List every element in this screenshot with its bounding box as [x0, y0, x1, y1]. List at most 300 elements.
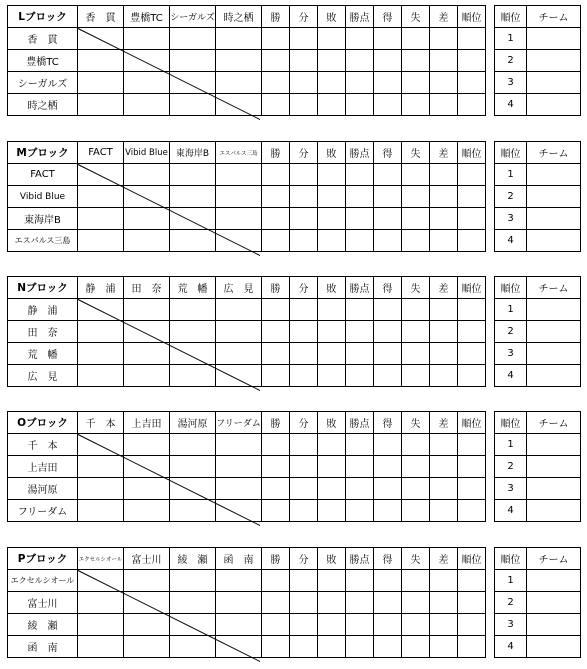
stat-cell[interactable] — [318, 478, 346, 500]
rank-team-cell[interactable] — [527, 164, 581, 186]
stat-cell[interactable] — [374, 478, 402, 500]
stat-cell[interactable] — [402, 365, 430, 387]
result-cell[interactable] — [124, 456, 170, 478]
result-cell[interactable] — [78, 478, 124, 500]
col-team: 広 見 — [216, 277, 262, 299]
stat-cell[interactable] — [458, 434, 486, 456]
stat-cell[interactable] — [402, 592, 430, 614]
stat-cell[interactable] — [318, 299, 346, 321]
rank-team-cell[interactable] — [527, 50, 581, 72]
result-cell[interactable] — [170, 343, 216, 365]
result-cell[interactable] — [170, 94, 216, 116]
stat-cell[interactable] — [430, 434, 458, 456]
stat-cell[interactable] — [402, 72, 430, 94]
stat-cell[interactable] — [318, 186, 346, 208]
team-name: フリーダム — [8, 500, 78, 522]
stat-cell[interactable] — [318, 230, 346, 252]
stat-cell[interactable] — [346, 94, 374, 116]
stat-cell[interactable] — [402, 500, 430, 522]
stat-cell[interactable] — [346, 636, 374, 658]
result-cell[interactable] — [78, 72, 124, 94]
team-row — [8, 230, 486, 252]
stat-cell[interactable] — [458, 321, 486, 343]
rank-number: 3 — [495, 343, 527, 365]
result-cell[interactable] — [78, 570, 124, 592]
stat-cell[interactable] — [374, 28, 402, 50]
stat-cell[interactable] — [430, 636, 458, 658]
rank-header-row — [495, 277, 581, 299]
stat-cell[interactable] — [346, 50, 374, 72]
stat-cell[interactable] — [430, 72, 458, 94]
result-cell[interactable] — [124, 28, 170, 50]
stat-cell[interactable] — [318, 614, 346, 636]
result-cell[interactable] — [170, 365, 216, 387]
stat-cell[interactable] — [346, 28, 374, 50]
stat-cell[interactable] — [458, 478, 486, 500]
team-row — [8, 299, 486, 321]
stat-cell[interactable] — [290, 478, 318, 500]
result-cell[interactable] — [78, 343, 124, 365]
stat-cell[interactable] — [402, 94, 430, 116]
result-cell[interactable] — [124, 478, 170, 500]
col-team: 上吉田 — [124, 412, 170, 434]
stat-cell[interactable] — [262, 94, 290, 116]
stat-cell[interactable] — [318, 164, 346, 186]
rank-header: 順位 — [495, 6, 527, 28]
stat-cell[interactable] — [290, 230, 318, 252]
stat-cell[interactable] — [262, 592, 290, 614]
result-cell[interactable] — [216, 299, 262, 321]
team-row — [8, 164, 486, 186]
stat-cell[interactable] — [458, 456, 486, 478]
stat-cell[interactable] — [290, 321, 318, 343]
rank-team-cell[interactable] — [527, 28, 581, 50]
stat-cell[interactable] — [262, 72, 290, 94]
rank-number: 4 — [495, 94, 527, 116]
result-cell[interactable] — [216, 614, 262, 636]
result-cell[interactable] — [216, 343, 262, 365]
rank-team-cell[interactable] — [527, 299, 581, 321]
team-row — [8, 28, 486, 50]
block-l — [0, 5, 587, 120]
stat-cell[interactable] — [318, 321, 346, 343]
stat-cell[interactable] — [458, 164, 486, 186]
stat-cell[interactable] — [430, 343, 458, 365]
stat-cell[interactable] — [262, 230, 290, 252]
stat-cell[interactable] — [374, 186, 402, 208]
rank-team-cell[interactable] — [527, 365, 581, 387]
result-cell[interactable] — [124, 434, 170, 456]
col-points: 勝点 — [346, 412, 374, 434]
result-cell[interactable] — [78, 208, 124, 230]
stat-cell[interactable] — [318, 72, 346, 94]
stat-cell[interactable] — [374, 500, 402, 522]
result-cell[interactable] — [216, 50, 262, 72]
result-cell[interactable] — [78, 230, 124, 252]
result-cell[interactable] — [170, 208, 216, 230]
result-cell[interactable] — [124, 50, 170, 72]
stat-cell[interactable] — [318, 592, 346, 614]
result-cell[interactable] — [216, 500, 262, 522]
result-cell[interactable] — [124, 636, 170, 658]
stat-cell[interactable] — [374, 636, 402, 658]
result-cell[interactable] — [124, 343, 170, 365]
stat-cell[interactable] — [262, 500, 290, 522]
stat-cell[interactable] — [318, 343, 346, 365]
result-cell[interactable] — [170, 614, 216, 636]
stat-cell[interactable] — [346, 186, 374, 208]
stat-cell[interactable] — [374, 230, 402, 252]
stat-cell[interactable] — [262, 343, 290, 365]
result-cell[interactable] — [170, 434, 216, 456]
col-team: FACT — [78, 142, 124, 164]
result-cell[interactable] — [78, 456, 124, 478]
stat-cell[interactable] — [402, 614, 430, 636]
stat-cell[interactable] — [346, 478, 374, 500]
stat-cell[interactable] — [430, 478, 458, 500]
stat-cell[interactable] — [290, 94, 318, 116]
stat-cell[interactable] — [430, 230, 458, 252]
stat-cell[interactable] — [402, 434, 430, 456]
result-cell[interactable] — [216, 636, 262, 658]
header-row — [8, 548, 486, 570]
stat-cell[interactable] — [318, 50, 346, 72]
stat-cell[interactable] — [290, 299, 318, 321]
stat-cell[interactable] — [262, 614, 290, 636]
stat-cell[interactable] — [430, 500, 458, 522]
rank-team-cell[interactable] — [527, 570, 581, 592]
stat-cell[interactable] — [402, 208, 430, 230]
result-cell[interactable] — [216, 186, 262, 208]
result-cell[interactable] — [216, 592, 262, 614]
result-cell[interactable] — [124, 321, 170, 343]
stat-cell[interactable] — [290, 50, 318, 72]
stat-cell[interactable] — [458, 72, 486, 94]
stat-cell[interactable] — [346, 434, 374, 456]
stat-cell[interactable] — [290, 570, 318, 592]
stat-cell[interactable] — [290, 186, 318, 208]
rank-number: 3 — [495, 72, 527, 94]
stat-cell[interactable] — [374, 321, 402, 343]
result-cell[interactable] — [216, 230, 262, 252]
result-cell[interactable] — [124, 230, 170, 252]
stat-cell[interactable] — [458, 592, 486, 614]
stat-cell[interactable] — [402, 230, 430, 252]
stat-cell[interactable] — [430, 208, 458, 230]
stat-cell[interactable] — [402, 321, 430, 343]
stat-cell[interactable] — [402, 299, 430, 321]
stat-cell[interactable] — [346, 592, 374, 614]
stat-cell[interactable] — [458, 570, 486, 592]
stat-cell[interactable] — [458, 50, 486, 72]
team-row — [8, 343, 486, 365]
result-cell[interactable] — [170, 500, 216, 522]
stat-cell[interactable] — [318, 500, 346, 522]
stat-cell[interactable] — [346, 343, 374, 365]
stat-cell[interactable] — [262, 321, 290, 343]
result-cell[interactable] — [170, 299, 216, 321]
result-cell[interactable] — [124, 592, 170, 614]
stat-cell[interactable] — [346, 72, 374, 94]
stat-cell[interactable] — [402, 478, 430, 500]
result-cell[interactable] — [78, 50, 124, 72]
result-cell[interactable] — [78, 299, 124, 321]
stat-cell[interactable] — [374, 94, 402, 116]
stat-cell[interactable] — [262, 434, 290, 456]
stat-cell[interactable] — [290, 614, 318, 636]
rank-number: 1 — [495, 434, 527, 456]
stat-cell[interactable] — [346, 230, 374, 252]
result-cell[interactable] — [78, 500, 124, 522]
rank-row — [495, 570, 581, 592]
rank-team-cell[interactable] — [527, 592, 581, 614]
result-cell[interactable] — [216, 28, 262, 50]
result-cell[interactable] — [78, 636, 124, 658]
result-cell[interactable] — [124, 299, 170, 321]
stat-cell[interactable] — [430, 28, 458, 50]
stat-cell[interactable] — [318, 456, 346, 478]
rank-team-cell[interactable] — [527, 500, 581, 522]
stat-cell[interactable] — [374, 299, 402, 321]
stat-cell[interactable] — [458, 28, 486, 50]
stat-cell[interactable] — [290, 365, 318, 387]
stat-cell[interactable] — [318, 434, 346, 456]
stat-cell[interactable] — [318, 94, 346, 116]
stat-cell[interactable] — [430, 50, 458, 72]
rank-number: 2 — [495, 50, 527, 72]
rank-team-cell[interactable] — [527, 208, 581, 230]
result-cell[interactable] — [124, 164, 170, 186]
stat-cell[interactable] — [262, 164, 290, 186]
stat-cell[interactable] — [262, 186, 290, 208]
stat-cell[interactable] — [458, 299, 486, 321]
result-cell[interactable] — [170, 230, 216, 252]
stat-cell[interactable] — [290, 343, 318, 365]
stat-cell[interactable] — [290, 636, 318, 658]
stat-cell[interactable] — [262, 636, 290, 658]
result-cell[interactable] — [216, 94, 262, 116]
stat-cell[interactable] — [318, 28, 346, 50]
result-cell[interactable] — [170, 592, 216, 614]
col-points: 勝点 — [346, 277, 374, 299]
stat-cell[interactable] — [458, 636, 486, 658]
stat-cell[interactable] — [290, 28, 318, 50]
stat-cell[interactable] — [374, 570, 402, 592]
stat-cell[interactable] — [346, 570, 374, 592]
stat-cell[interactable] — [430, 164, 458, 186]
result-cell[interactable] — [216, 164, 262, 186]
rank-team-cell[interactable] — [527, 478, 581, 500]
stat-cell[interactable] — [290, 592, 318, 614]
result-cell[interactable] — [216, 434, 262, 456]
rank-number: 2 — [495, 456, 527, 478]
stat-cell[interactable] — [262, 456, 290, 478]
stat-cell[interactable] — [374, 614, 402, 636]
league-table-l — [7, 5, 486, 116]
result-cell[interactable] — [170, 50, 216, 72]
result-cell[interactable] — [216, 365, 262, 387]
stat-cell[interactable] — [290, 456, 318, 478]
stat-cell[interactable] — [430, 94, 458, 116]
stat-cell[interactable] — [430, 299, 458, 321]
stat-cell[interactable] — [402, 28, 430, 50]
stat-cell[interactable] — [346, 614, 374, 636]
result-cell[interactable] — [124, 500, 170, 522]
block-name: Mブロック — [8, 142, 78, 164]
stat-cell[interactable] — [430, 592, 458, 614]
stat-cell[interactable] — [402, 164, 430, 186]
team-row — [8, 570, 486, 592]
rank-team-cell[interactable] — [527, 614, 581, 636]
rank-team-cell[interactable] — [527, 321, 581, 343]
rank-team-cell[interactable] — [527, 434, 581, 456]
stat-cell[interactable] — [374, 434, 402, 456]
result-cell[interactable] — [124, 614, 170, 636]
stat-cell[interactable] — [458, 186, 486, 208]
stat-cell[interactable] — [458, 614, 486, 636]
stat-cell[interactable] — [262, 478, 290, 500]
stat-cell[interactable] — [374, 456, 402, 478]
rank-row — [495, 343, 581, 365]
result-cell[interactable] — [78, 614, 124, 636]
block-name: Oブロック — [8, 412, 78, 434]
stat-cell[interactable] — [402, 186, 430, 208]
rank-team-cell[interactable] — [527, 230, 581, 252]
rank-team-cell[interactable] — [527, 94, 581, 116]
stat-cell[interactable] — [430, 365, 458, 387]
stat-cell[interactable] — [402, 456, 430, 478]
stat-cell[interactable] — [430, 186, 458, 208]
stat-cell[interactable] — [318, 570, 346, 592]
rank-header-row — [495, 6, 581, 28]
result-cell[interactable] — [170, 186, 216, 208]
result-cell[interactable] — [216, 321, 262, 343]
result-cell[interactable] — [124, 186, 170, 208]
result-cell[interactable] — [216, 208, 262, 230]
stat-cell[interactable] — [458, 230, 486, 252]
stat-cell[interactable] — [262, 50, 290, 72]
stat-cell[interactable] — [458, 208, 486, 230]
result-cell[interactable] — [78, 94, 124, 116]
col-goals-for: 得 — [374, 277, 402, 299]
stat-cell[interactable] — [374, 365, 402, 387]
block-o — [0, 411, 587, 526]
header-row — [8, 277, 486, 299]
stat-cell[interactable] — [430, 614, 458, 636]
result-cell[interactable] — [78, 28, 124, 50]
result-cell[interactable] — [124, 365, 170, 387]
team-header: チーム — [527, 412, 581, 434]
stat-cell[interactable] — [374, 50, 402, 72]
result-cell[interactable] — [170, 72, 216, 94]
col-losses: 敗 — [318, 6, 346, 28]
stat-cell[interactable] — [458, 343, 486, 365]
result-cell[interactable] — [170, 164, 216, 186]
rank-number: 1 — [495, 164, 527, 186]
stat-cell[interactable] — [374, 72, 402, 94]
result-cell[interactable] — [216, 456, 262, 478]
result-cell[interactable] — [78, 365, 124, 387]
result-cell[interactable] — [78, 592, 124, 614]
rank-team-cell[interactable] — [527, 186, 581, 208]
stat-cell[interactable] — [290, 72, 318, 94]
stat-cell[interactable] — [402, 50, 430, 72]
stat-cell[interactable] — [318, 208, 346, 230]
stat-cell[interactable] — [290, 434, 318, 456]
result-cell[interactable] — [216, 478, 262, 500]
stat-cell[interactable] — [262, 570, 290, 592]
result-cell[interactable] — [170, 456, 216, 478]
stat-cell[interactable] — [402, 636, 430, 658]
result-cell[interactable] — [124, 208, 170, 230]
stat-cell[interactable] — [374, 164, 402, 186]
stat-cell[interactable] — [262, 28, 290, 50]
result-cell[interactable] — [78, 321, 124, 343]
stat-cell[interactable] — [262, 208, 290, 230]
stat-cell[interactable] — [346, 456, 374, 478]
stat-cell[interactable] — [374, 592, 402, 614]
rank-header: 順位 — [495, 548, 527, 570]
result-cell[interactable] — [124, 94, 170, 116]
result-cell[interactable] — [78, 434, 124, 456]
stat-cell[interactable] — [374, 208, 402, 230]
stat-cell[interactable] — [318, 365, 346, 387]
result-cell[interactable] — [170, 478, 216, 500]
stat-cell[interactable] — [318, 636, 346, 658]
stat-cell[interactable] — [346, 321, 374, 343]
stat-cell[interactable] — [262, 365, 290, 387]
stat-cell[interactable] — [346, 208, 374, 230]
stat-cell[interactable] — [458, 94, 486, 116]
rank-team-cell[interactable] — [527, 343, 581, 365]
stat-cell[interactable] — [262, 299, 290, 321]
rank-team-cell[interactable] — [527, 636, 581, 658]
result-cell[interactable] — [170, 570, 216, 592]
stat-cell[interactable] — [402, 343, 430, 365]
stat-cell[interactable] — [374, 343, 402, 365]
stat-cell[interactable] — [458, 365, 486, 387]
team-name: 函 南 — [8, 636, 78, 658]
stat-cell[interactable] — [346, 500, 374, 522]
col-draws: 分 — [290, 412, 318, 434]
result-cell[interactable] — [78, 186, 124, 208]
result-cell[interactable] — [124, 72, 170, 94]
stat-cell[interactable] — [346, 299, 374, 321]
result-cell[interactable] — [170, 321, 216, 343]
stat-cell[interactable] — [402, 570, 430, 592]
result-cell[interactable] — [170, 636, 216, 658]
result-cell[interactable] — [78, 164, 124, 186]
result-cell[interactable] — [170, 28, 216, 50]
stat-cell[interactable] — [346, 164, 374, 186]
stat-cell[interactable] — [430, 456, 458, 478]
result-cell[interactable] — [216, 570, 262, 592]
result-cell[interactable] — [216, 72, 262, 94]
block-m — [0, 141, 587, 256]
col-team: エクセルシオール — [78, 548, 124, 570]
result-cell[interactable] — [124, 570, 170, 592]
stat-cell[interactable] — [290, 500, 318, 522]
stat-cell[interactable] — [290, 208, 318, 230]
stat-cell[interactable] — [290, 164, 318, 186]
stat-cell[interactable] — [430, 570, 458, 592]
stat-cell[interactable] — [458, 500, 486, 522]
rank-team-cell[interactable] — [527, 72, 581, 94]
rank-header: 順位 — [495, 142, 527, 164]
stat-cell[interactable] — [430, 321, 458, 343]
rank-team-cell[interactable] — [527, 456, 581, 478]
stat-cell[interactable] — [346, 365, 374, 387]
